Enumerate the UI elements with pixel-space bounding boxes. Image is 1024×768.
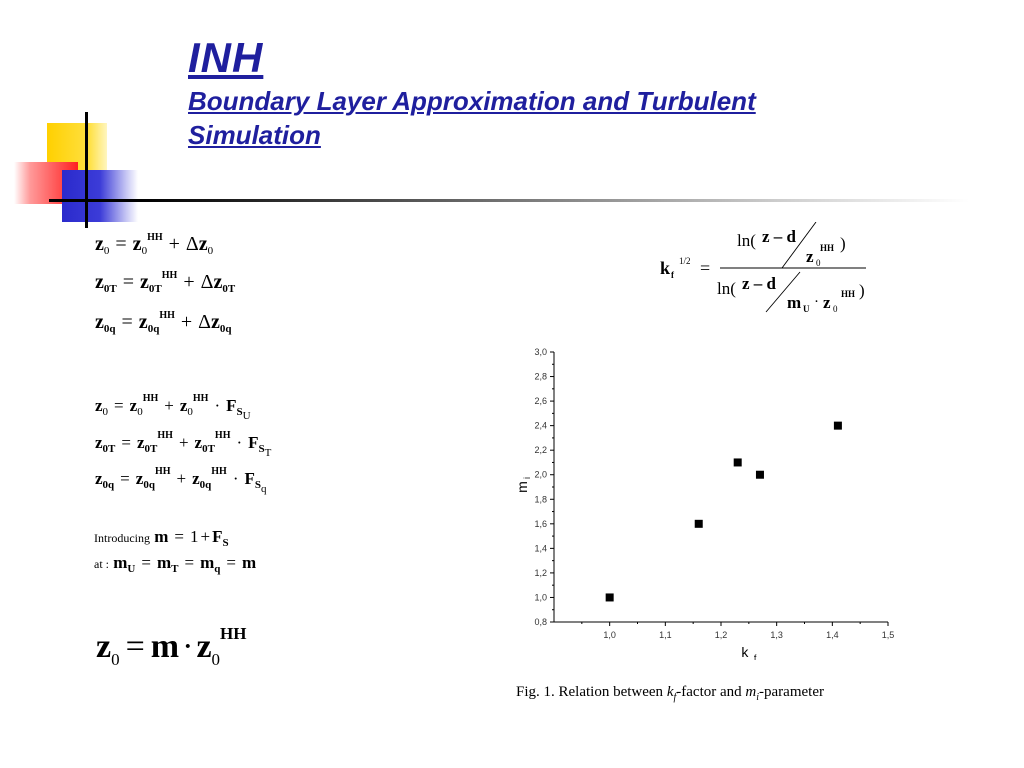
svg-text:): ) xyxy=(840,234,846,253)
kf-formula xyxy=(650,222,880,314)
y-tick-label: 2,2 xyxy=(534,445,547,456)
svg-text:=: = xyxy=(700,258,711,278)
y-tick-label: 1,2 xyxy=(534,567,547,578)
svg-text:U: U xyxy=(803,304,810,314)
svg-text:z – d: z – d xyxy=(762,227,796,246)
y-tick-label: 1,4 xyxy=(534,543,547,554)
y-tick-label: 2,8 xyxy=(534,371,547,382)
figure-caption: Fig. 1. Relation between $k_f$-factor and $m_i$-parameter xyxy=(516,684,824,703)
scatter-chart xyxy=(510,340,910,660)
svg-text:HH: HH xyxy=(841,289,856,299)
svg-text:ln(: ln( xyxy=(717,279,736,298)
svg-text:·: · xyxy=(814,294,819,310)
equation-z0-fs: $z_0 = z_0^{HH} + z_0^{HH} \cdot F_{S_U}$ xyxy=(95,393,251,422)
svg-text:1/2: 1/2 xyxy=(679,256,691,266)
y-tick-label: 1,0 xyxy=(534,592,547,603)
x-tick-label: 1,4 xyxy=(826,630,839,640)
svg-text:0: 0 xyxy=(833,304,838,314)
x-tick-label: 1,1 xyxy=(659,630,672,640)
data-point xyxy=(756,471,764,479)
equation-z0t-fs: $z_{0T} = z_{0T}^{HH} + z_{0T}^{HH} \cdot F_{S_T}$ xyxy=(95,430,272,459)
equation-at: at : $m_U = m_T = m_q = m$ xyxy=(94,553,257,575)
y-axis-label-sub: i xyxy=(522,477,532,479)
svg-text:m: m xyxy=(787,293,802,312)
data-point xyxy=(606,593,614,601)
svg-text:0: 0 xyxy=(816,258,821,268)
data-point xyxy=(834,422,842,430)
equation-introducing: Introducing $m = 1 + F_S$ xyxy=(94,527,229,549)
svg-text:): ) xyxy=(859,281,865,300)
svg-text:z: z xyxy=(806,247,814,266)
svg-text:f: f xyxy=(671,270,674,280)
x-tick-label: 1,5 xyxy=(881,630,895,640)
equation-final: $z_0 = m\cdot z_0^{HH}$ xyxy=(96,624,247,669)
y-tick-label: 2,0 xyxy=(534,469,547,480)
equation-z0: $z_0 = z_0^{HH} + \Delta z_0$ xyxy=(95,232,214,257)
svg-text:ln(: ln( xyxy=(737,231,756,250)
y-tick-label: 1,8 xyxy=(534,494,547,505)
svg-text:z: z xyxy=(823,293,831,312)
y-tick-label: 1,6 xyxy=(534,518,547,529)
y-tick-label: 2,6 xyxy=(534,396,547,407)
slide-title: INH xyxy=(188,34,264,81)
y-tick-label: 0,8 xyxy=(534,617,547,627)
x-tick-label: 1,2 xyxy=(714,630,728,640)
slide-subtitle: Boundary Layer Approximation and Turbulent Simulation xyxy=(188,86,756,150)
svg-text:HH: HH xyxy=(820,243,835,253)
data-point xyxy=(695,520,703,528)
y-axis-label: m xyxy=(514,481,530,493)
x-axis-label: k xyxy=(741,644,749,660)
x-tick-label: 1,3 xyxy=(770,630,783,640)
y-tick-label: 3,0 xyxy=(534,347,547,357)
decor-horizontal-rule xyxy=(49,199,969,202)
x-tick-label: 1,0 xyxy=(603,630,616,640)
data-point xyxy=(734,458,742,466)
equation-z0t: $z_{0T} = z_{0T}^{HH} + \Delta z_{0T}$ xyxy=(95,270,236,295)
svg-text:k: k xyxy=(660,258,671,278)
equation-z0q-fs: $z_{0q} = z_{0q}^{HH} + z_{0q}^{HH} \cdot F_{S_q}$ xyxy=(95,466,267,495)
decor-vertical-line xyxy=(85,112,88,228)
svg-text:z – d: z – d xyxy=(742,274,776,293)
equation-z0q: $z_{0q} = z_{0q}^{HH} + \Delta z_{0q}$ xyxy=(95,310,232,335)
decor-blue-square xyxy=(62,170,138,222)
x-axis-label-sub: f xyxy=(753,653,757,660)
y-tick-label: 2,4 xyxy=(534,420,547,431)
